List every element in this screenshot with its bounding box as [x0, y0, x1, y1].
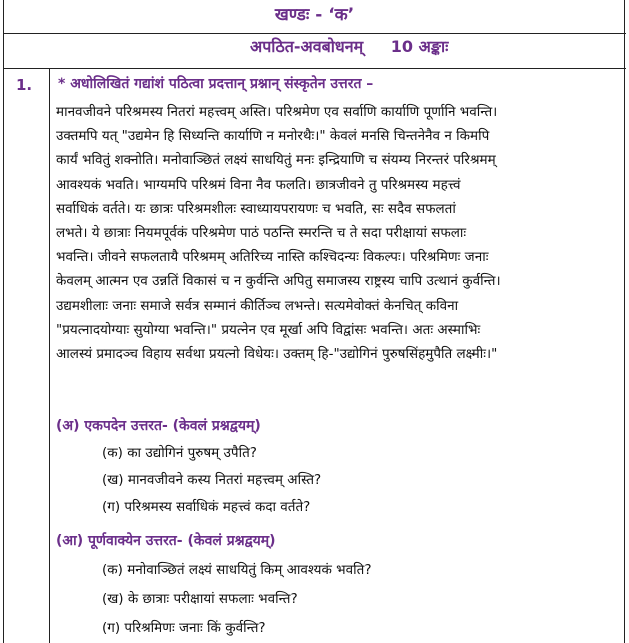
section-title: खण्डः - ‘क’ [274, 5, 355, 25]
part-a-question: (ख) मानवजीवने कस्य नितरां महत्त्वम् अस्ति? [102, 472, 322, 488]
question-instruction: * अधोलिखितं गद्यांशं पठित्वा प्रदत्तान् प्रश्नान् संस्कृतेन उत्तरत – [58, 76, 374, 92]
passage-line: "प्रयत्नादयोग्याः सुयोग्या भवन्ति।" प्रयत्नेन एव मूर्खा अपि विद्वांसः भवन्ति। अतः अस्माभिः [56, 321, 481, 338]
table-border-right [624, 0, 625, 643]
passage [56, 100, 621, 366]
passage-line: मानवजीवने परिश्रमस्य नितरां महत्त्वम् अस्ति। परिश्रमेण एव सर्वाणि कार्याणि पूर्णानि भवन्ति। [56, 104, 498, 120]
part-b-question: (ग) परिश्रमिणः जनाः किं कुर्वन्ति? [102, 620, 266, 636]
passage-line: उक्तमपि यत् "उद्यमेन हि सिध्यन्ति कार्याणि न मनोरथैः।" केवलं मनसि चिन्तनेनैव न किमपि [56, 128, 490, 145]
passage-line: कार्यं भवितुं शक्नोति। मनोवाञ्छितं लक्ष्यं साधयितुं मनः इन्द्रियाणि च संयम्य निरन्तरं परिश्रमम् [56, 152, 496, 169]
part-a-question: (क) का उद्योगिनं पुरुषम् उपैति? [102, 445, 257, 461]
passage-line: लभते। ये छात्राः नियमपूर्वकं परिश्रमेण पाठं पठन्ति स्मरन्ति च ते सदा परीक्षायां सफलाः [56, 224, 467, 241]
passage-line: उद्यमशीलाः जनाः समाजे सर्वत्र सम्मानं कीर्तिञ्च लभन्ते। सत्यमेवोक्तं केनचित् कविना [56, 297, 459, 314]
passage-line: सर्वाधिकं वर्तते। यः छात्रः परिश्रमशीलः स्वाध्यायपरायणः च भवति, सः सदैव सफलतां [56, 200, 456, 217]
section-subheading [250, 36, 550, 58]
passage-line: केवलम् आत्मन एव उन्नतिं विकासं च न कुर्वन्ति अपितु समाजस्य राष्ट्रस्य चापि उत्थानं कुर्वन्ति। [56, 273, 501, 290]
part-a-question: (ग) परिश्रमस्य सर्वाधिकं महत्त्वं कदा वर्तते? [102, 499, 311, 515]
marks-label: 10 अङ्काः [390, 37, 449, 56]
table-border-left [3, 0, 4, 643]
passage-line: भवन्ति। जीवने सफलतायै परिश्रमम् अतिरिच्य नास्ति कश्चिदन्यः विकल्पः। परिश्रमिणः जनाः [56, 249, 489, 266]
part-b-heading: (आ) पूर्णवाक्येन उत्तरत- (केवलं प्रश्नद्वयम्) [56, 533, 276, 549]
passage-line: आवश्यकं भवति। भाग्यमपि परिश्रमं विना नैव फलति। छात्रजीवने तु परिश्रमस्य महत्त्वं [56, 176, 461, 193]
part-b-question: (क) मनोवाञ्छितं लक्ष्यं साधयितुं किम् आवश्यकं भवति? [102, 562, 372, 578]
divider [3, 68, 626, 69]
question-number: 1. [16, 76, 33, 94]
column-divider [49, 68, 50, 643]
passage-line: आलस्यं प्रमादञ्च विहाय सर्वथा प्रयत्नो विधेयः। उक्तम् हि-"उद्योगिनं पुरुषसिंहमुपैति लक्ष्मीः।" [56, 345, 498, 362]
divider [3, 33, 626, 34]
part-a-heading: (अ) एकपदेन उत्तरत- (केवलं प्रश्नद्वयम्) [56, 418, 261, 434]
part-b-question: (ख) के छात्राः परीक्षायां सफलाः भवन्ति? [102, 591, 298, 607]
subheading-title: अपठित-अवबोधनम् [250, 37, 364, 56]
